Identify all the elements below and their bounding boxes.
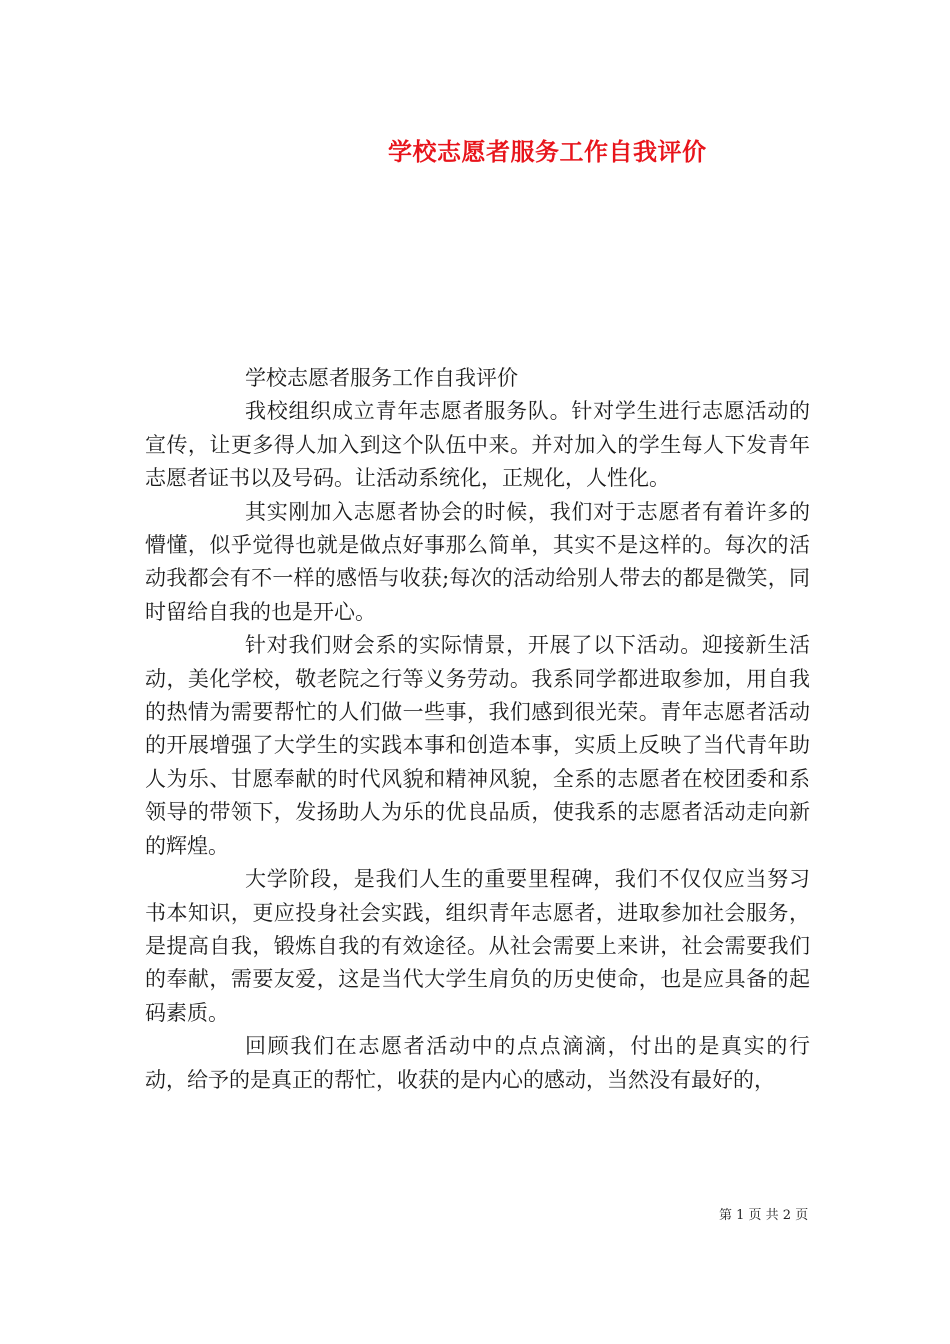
paragraph: 我校组织成立青年志愿者服务队。针对学生进行志愿活动的宣传，让更多得人加入到这个队伍中来。并对加入的学生每人下发青年志愿者证书以及号码。让活动系统化，正规化，人性化。: [145, 399, 810, 491]
document-body: [145, 362, 810, 1097]
paragraph: 针对我们财会系的实际情景，开展了以下活动。迎接新生活动，美化学校，敬老院之行等义务劳动。我系同学都进取参加，用自我的热情为需要帮忙的人们做一些事，我们感到很光荣。青年志愿者活动的开展增强了大学生的实践本事和创造本事，实质上反映了当代青年助人为乐、甘愿奉献的时代风貌和精神风貌，全系的志愿者在校团委和系领导的带领下，发扬助人为乐的优良品质，使我系的志愿者活动走向新的辉煌。: [145, 633, 810, 858]
paragraph-heading: 学校志愿者服务工作自我评价: [245, 366, 518, 390]
paragraph: 大学阶段，是我们人生的重要里程碑，我们不仅仅应当努习书本知识，更应投身社会实践，组织青年志愿者，进取参加社会服务，是提高自我，锻炼自我的有效途径。从社会需要上来讲，社会需要我们的奉献，需要友爱，这是当代大学生肩负的历史使命，也是应具备的起码素质。: [145, 867, 810, 1025]
page-number-footer: 第 1 页 共 2 页: [719, 1208, 809, 1223]
document-title: 学校志愿者服务工作自我评价: [388, 137, 707, 166]
paragraph: 回顾我们在志愿者活动中的点点滴滴，付出的是真实的行动，给予的是真正的帮忙，收获的是内心的感动，当然没有最好的，: [145, 1034, 810, 1092]
paragraph: 其实刚加入志愿者协会的时候，我们对于志愿者有着许多的懵懂，似乎觉得也就是做点好事那么简单，其实不是这样的。每次的活动我都会有不一样的感悟与收获;每次的活动给别人带去的都是微笑，同时留给自我的也是开心。: [145, 499, 810, 624]
